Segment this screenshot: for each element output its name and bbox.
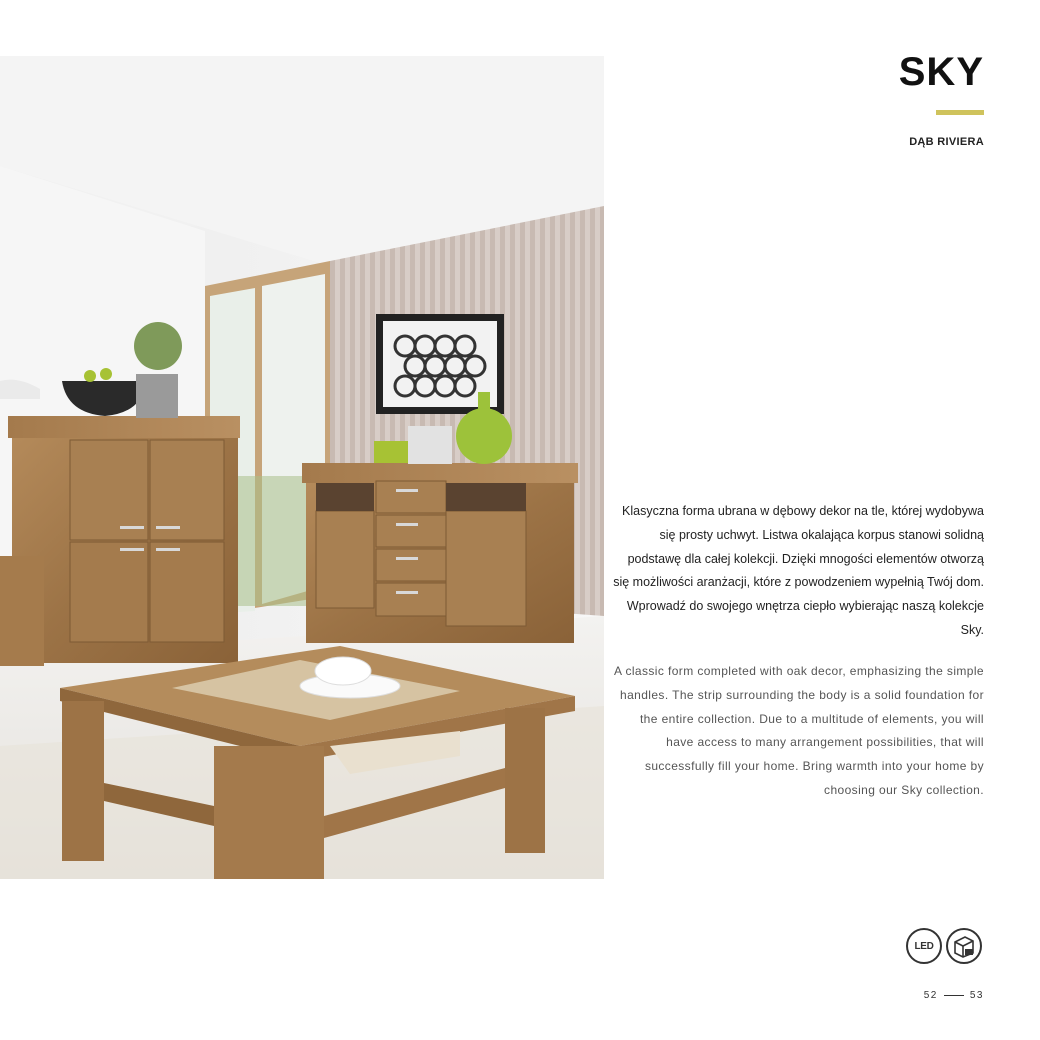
finish-name: DĄB RIVIERA bbox=[909, 136, 984, 148]
product-photo bbox=[0, 56, 604, 879]
led-icon-label: LED bbox=[914, 940, 934, 952]
assembly-box-icon bbox=[946, 928, 982, 964]
description-polish: Klasyczna forma ubrana w dębowy dekor na tle, której wydobywa się prosty uchwyt. Listwa okalająca korpus stanowi solidną podstawę dla całej kolekcji. Dzięki mnogości elementów otworzą się możliwości aranżacji, które z powodzeniem wypełnią Twój dom. Wprowadź do swojego wnętrza ciepło wybierając naszą kolekcje Sky. bbox=[613, 504, 984, 637]
collection-title: SKY bbox=[898, 50, 984, 94]
page-number-divider bbox=[944, 995, 964, 996]
title-accent-bar bbox=[936, 110, 984, 115]
description-english: A classic form completed with oak decor, emphasizing the simple handles. The strip surrounding the body is a solid foundation for the entire collection. Due to a multitude of elements, you will have access to many arrangement possibilities, that will successfully fill your home. Bring warmth into your home by choosing our Sky collection. bbox=[613, 664, 984, 797]
feature-icons bbox=[906, 928, 982, 964]
led-icon bbox=[906, 928, 942, 964]
page-number-left: 52 bbox=[923, 990, 938, 1001]
page-numbers bbox=[924, 990, 984, 1001]
page-number-right: 53 bbox=[969, 990, 984, 1001]
